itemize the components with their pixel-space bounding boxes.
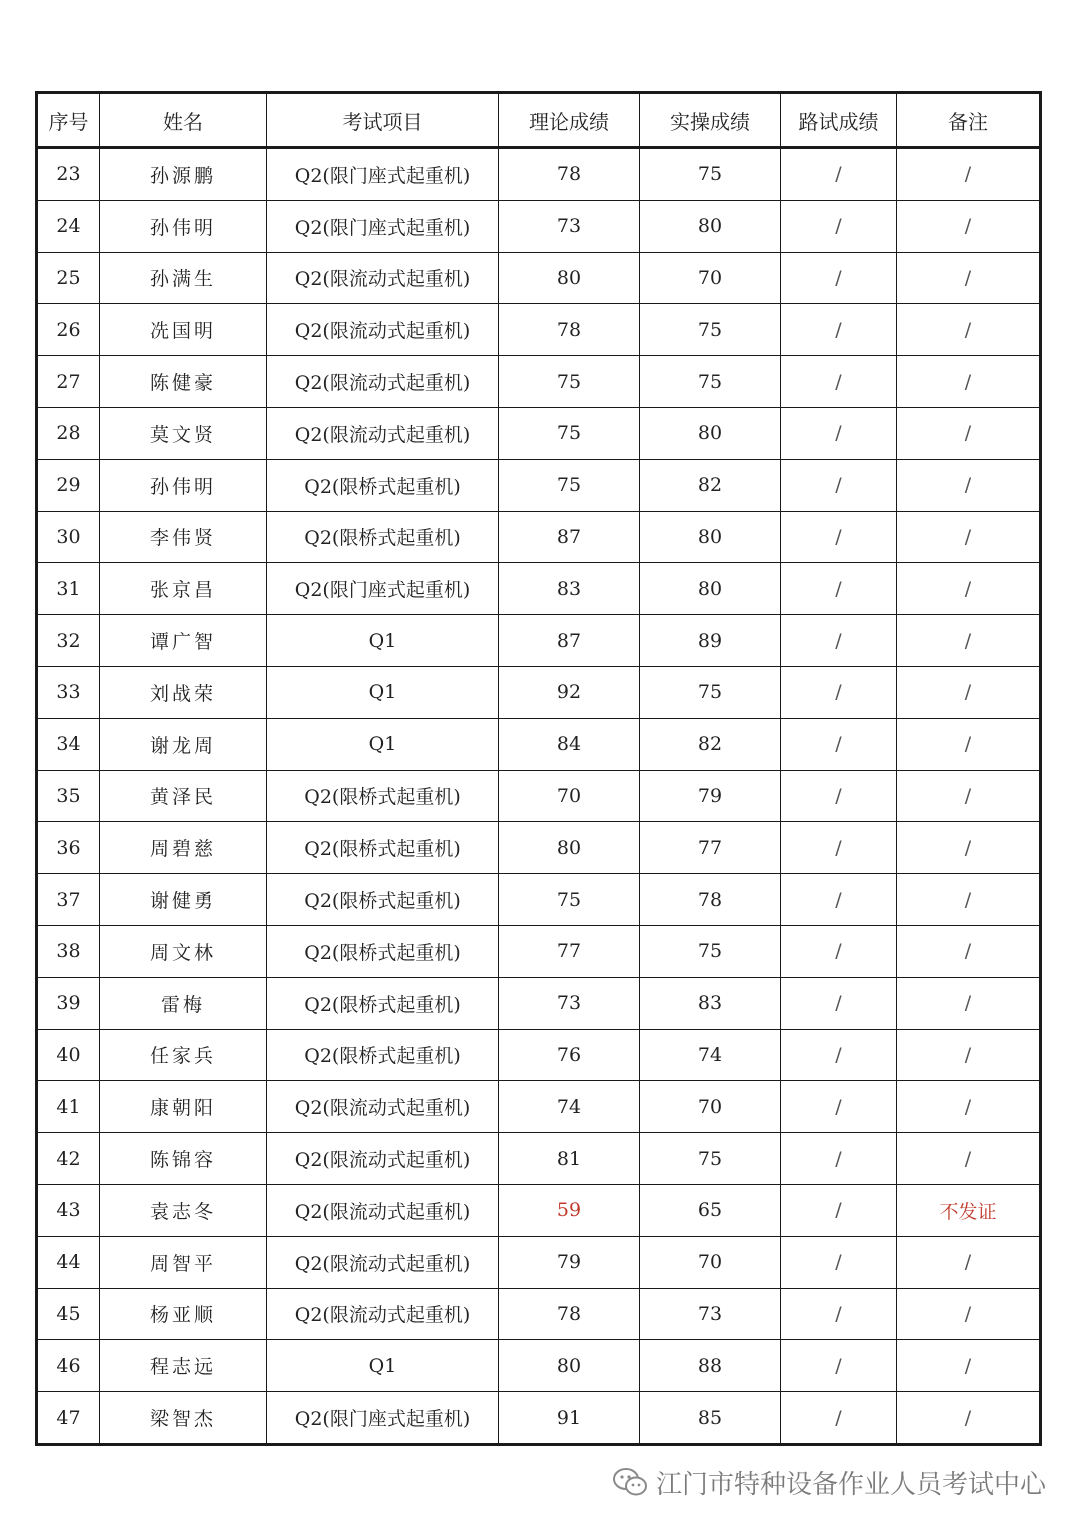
cell-practice: 80 (640, 200, 781, 252)
table-row (37, 459, 1041, 511)
cell-no: 44 (37, 1236, 100, 1288)
cell-name: 周智平 (100, 1236, 267, 1288)
table-row (37, 1288, 1041, 1340)
header-practice: 实操成绩 (640, 93, 781, 148)
cell-name: 莫文贤 (100, 407, 267, 459)
cell-remark: / (897, 1236, 1041, 1288)
table-row (37, 1236, 1041, 1288)
watermark (612, 1462, 1046, 1502)
cell-road: / (781, 1392, 897, 1445)
cell-road: / (781, 459, 897, 511)
cell-road: / (781, 1081, 897, 1133)
cell-name: 谢龙周 (100, 718, 267, 770)
cell-practice: 75 (640, 1133, 781, 1185)
header-theory: 理论成绩 (499, 93, 640, 148)
cell-item: Q2(限桥式起重机) (267, 822, 499, 874)
cell-item: Q2(限桥式起重机) (267, 1029, 499, 1081)
cell-theory: 59 (499, 1184, 640, 1236)
cell-practice: 75 (640, 925, 781, 977)
cell-theory: 84 (499, 718, 640, 770)
cell-item: Q1 (267, 615, 499, 667)
cell-theory: 80 (499, 252, 640, 304)
cell-practice: 77 (640, 822, 781, 874)
cell-name: 杨亚顺 (100, 1288, 267, 1340)
cell-no: 30 (37, 511, 100, 563)
cell-remark: / (897, 977, 1041, 1029)
cell-remark: / (897, 770, 1041, 822)
header-name: 姓名 (100, 93, 267, 148)
cell-road: / (781, 1184, 897, 1236)
table-row (37, 1392, 1041, 1445)
cell-item: Q2(限流动式起重机) (267, 407, 499, 459)
cell-name: 梁智杰 (100, 1392, 267, 1445)
cell-theory: 78 (499, 148, 640, 201)
table-row (37, 252, 1041, 304)
cell-theory: 79 (499, 1236, 640, 1288)
cell-theory: 80 (499, 1340, 640, 1392)
cell-name: 陈锦容 (100, 1133, 267, 1185)
table-row (37, 1340, 1041, 1392)
cell-no: 40 (37, 1029, 100, 1081)
cell-theory: 78 (499, 1288, 640, 1340)
cell-no: 47 (37, 1392, 100, 1445)
cell-item: Q1 (267, 1340, 499, 1392)
table-row (37, 200, 1041, 252)
cell-item: Q2(限流动式起重机) (267, 1236, 499, 1288)
table-row (37, 977, 1041, 1029)
cell-practice: 73 (640, 1288, 781, 1340)
cell-remark: / (897, 1133, 1041, 1185)
cell-name: 冼国明 (100, 304, 267, 356)
cell-road: / (781, 1340, 897, 1392)
cell-no: 39 (37, 977, 100, 1029)
cell-item: Q2(限流动式起重机) (267, 1133, 499, 1185)
cell-practice: 75 (640, 666, 781, 718)
cell-practice: 75 (640, 304, 781, 356)
cell-practice: 78 (640, 874, 781, 926)
cell-theory: 70 (499, 770, 640, 822)
cell-no: 23 (37, 148, 100, 201)
table-row (37, 666, 1041, 718)
table-header (37, 93, 1041, 148)
table-row (37, 407, 1041, 459)
cell-item: Q2(限流动式起重机) (267, 252, 499, 304)
cell-practice: 89 (640, 615, 781, 667)
cell-no: 38 (37, 925, 100, 977)
cell-practice: 70 (640, 1236, 781, 1288)
table-row (37, 822, 1041, 874)
cell-road: / (781, 1133, 897, 1185)
table-row (37, 304, 1041, 356)
cell-remark: / (897, 459, 1041, 511)
cell-practice: 83 (640, 977, 781, 1029)
cell-road: / (781, 977, 897, 1029)
cell-road: / (781, 822, 897, 874)
cell-theory: 73 (499, 200, 640, 252)
cell-no: 28 (37, 407, 100, 459)
header-road: 路试成绩 (781, 93, 897, 148)
table-body (37, 148, 1041, 1445)
cell-remark: / (897, 407, 1041, 459)
cell-practice: 85 (640, 1392, 781, 1445)
cell-road: / (781, 925, 897, 977)
cell-item: Q2(限桥式起重机) (267, 770, 499, 822)
cell-road: / (781, 1029, 897, 1081)
cell-item: Q2(限桥式起重机) (267, 874, 499, 926)
cell-road: / (781, 407, 897, 459)
cell-practice: 65 (640, 1184, 781, 1236)
cell-item: Q2(限流动式起重机) (267, 1288, 499, 1340)
cell-name: 程志远 (100, 1340, 267, 1392)
cell-practice: 75 (640, 356, 781, 408)
table-row (37, 511, 1041, 563)
cell-item: Q2(限桥式起重机) (267, 459, 499, 511)
cell-name: 谢健勇 (100, 874, 267, 926)
cell-name: 孙伟明 (100, 200, 267, 252)
cell-theory: 75 (499, 459, 640, 511)
cell-remark: / (897, 925, 1041, 977)
cell-theory: 75 (499, 356, 640, 408)
cell-practice: 79 (640, 770, 781, 822)
cell-practice: 82 (640, 718, 781, 770)
cell-no: 43 (37, 1184, 100, 1236)
table-row (37, 718, 1041, 770)
cell-road: / (781, 1288, 897, 1340)
cell-item: Q2(限流动式起重机) (267, 1184, 499, 1236)
cell-practice: 82 (640, 459, 781, 511)
cell-item: Q1 (267, 718, 499, 770)
cell-name: 雷梅 (100, 977, 267, 1029)
table-row (37, 770, 1041, 822)
cell-road: / (781, 563, 897, 615)
cell-remark: / (897, 1340, 1041, 1392)
table-row (37, 148, 1041, 201)
cell-no: 45 (37, 1288, 100, 1340)
cell-no: 41 (37, 1081, 100, 1133)
cell-theory: 75 (499, 874, 640, 926)
cell-remark: / (897, 511, 1041, 563)
cell-no: 35 (37, 770, 100, 822)
cell-name: 孙伟明 (100, 459, 267, 511)
cell-name: 张京昌 (100, 563, 267, 615)
cell-name: 周文林 (100, 925, 267, 977)
cell-theory: 78 (499, 304, 640, 356)
table-row (37, 563, 1041, 615)
table-row (37, 1133, 1041, 1185)
cell-practice: 75 (640, 148, 781, 201)
cell-practice: 70 (640, 1081, 781, 1133)
cell-theory: 83 (499, 563, 640, 615)
cell-no: 25 (37, 252, 100, 304)
cell-item: Q2(限门座式起重机) (267, 563, 499, 615)
cell-remark: / (897, 822, 1041, 874)
header-row (37, 93, 1041, 148)
cell-remark: / (897, 874, 1041, 926)
cell-item: Q2(限门座式起重机) (267, 148, 499, 201)
cell-no: 27 (37, 356, 100, 408)
table-row (37, 925, 1041, 977)
cell-name: 李伟贤 (100, 511, 267, 563)
cell-item: Q2(限门座式起重机) (267, 1392, 499, 1445)
table-row (37, 615, 1041, 667)
table-row (37, 1081, 1041, 1133)
cell-road: / (781, 356, 897, 408)
cell-remark: / (897, 1288, 1041, 1340)
cell-no: 29 (37, 459, 100, 511)
watermark-text: 江门市特种设备作业人员考试中心 (655, 1469, 1046, 1500)
cell-remark: / (897, 1029, 1041, 1081)
cell-no: 46 (37, 1340, 100, 1392)
cell-road: / (781, 252, 897, 304)
cell-item: Q2(限流动式起重机) (267, 304, 499, 356)
cell-remark: / (897, 304, 1041, 356)
cell-no: 32 (37, 615, 100, 667)
cell-road: / (781, 148, 897, 201)
cell-theory: 87 (499, 615, 640, 667)
cell-theory: 87 (499, 511, 640, 563)
cell-road: / (781, 511, 897, 563)
cell-theory: 77 (499, 925, 640, 977)
cell-road: / (781, 1236, 897, 1288)
cell-theory: 91 (499, 1392, 640, 1445)
cell-road: / (781, 200, 897, 252)
cell-name: 袁志冬 (100, 1184, 267, 1236)
cell-item: Q2(限门座式起重机) (267, 200, 499, 252)
cell-theory: 75 (499, 407, 640, 459)
cell-item: Q2(限流动式起重机) (267, 1081, 499, 1133)
cell-remark: / (897, 718, 1041, 770)
cell-road: / (781, 874, 897, 926)
cell-no: 42 (37, 1133, 100, 1185)
cell-name: 孙源鹏 (100, 148, 267, 201)
cell-name: 陈健豪 (100, 356, 267, 408)
table-row (37, 356, 1041, 408)
cell-road: / (781, 770, 897, 822)
cell-name: 任家兵 (100, 1029, 267, 1081)
cell-theory: 74 (499, 1081, 640, 1133)
cell-road: / (781, 718, 897, 770)
cell-theory: 76 (499, 1029, 640, 1081)
cell-item: Q2(限桥式起重机) (267, 925, 499, 977)
cell-no: 31 (37, 563, 100, 615)
cell-item: Q2(限桥式起重机) (267, 977, 499, 1029)
cell-no: 24 (37, 200, 100, 252)
cell-name: 谭广智 (100, 615, 267, 667)
cell-theory: 73 (499, 977, 640, 1029)
cell-remark: / (897, 356, 1041, 408)
cell-practice: 88 (640, 1340, 781, 1392)
cell-remark: / (897, 148, 1041, 201)
cell-name: 孙满生 (100, 252, 267, 304)
table-row (37, 1029, 1041, 1081)
score-table (35, 91, 1042, 1446)
cell-item: Q2(限流动式起重机) (267, 356, 499, 408)
cell-remark: / (897, 200, 1041, 252)
cell-no: 34 (37, 718, 100, 770)
wechat-icon (612, 1467, 648, 1497)
cell-remark: / (897, 252, 1041, 304)
cell-practice: 80 (640, 563, 781, 615)
cell-practice: 80 (640, 511, 781, 563)
cell-theory: 80 (499, 822, 640, 874)
cell-remark: / (897, 615, 1041, 667)
cell-name: 周碧慈 (100, 822, 267, 874)
cell-remark: / (897, 1392, 1041, 1445)
cell-item: Q2(限桥式起重机) (267, 511, 499, 563)
cell-road: / (781, 304, 897, 356)
table-row (37, 874, 1041, 926)
cell-practice: 74 (640, 1029, 781, 1081)
cell-road: / (781, 615, 897, 667)
header-no: 序号 (37, 93, 100, 148)
cell-item: Q1 (267, 666, 499, 718)
cell-remark: / (897, 666, 1041, 718)
cell-name: 黄泽民 (100, 770, 267, 822)
cell-name: 刘战荣 (100, 666, 267, 718)
table-row (37, 1184, 1041, 1236)
cell-no: 36 (37, 822, 100, 874)
cell-remark: / (897, 1081, 1041, 1133)
cell-practice: 70 (640, 252, 781, 304)
cell-theory: 92 (499, 666, 640, 718)
header-remark: 备注 (897, 93, 1041, 148)
cell-practice: 80 (640, 407, 781, 459)
cell-name: 康朝阳 (100, 1081, 267, 1133)
cell-no: 26 (37, 304, 100, 356)
cell-no: 37 (37, 874, 100, 926)
cell-road: / (781, 666, 897, 718)
cell-remark: 不发证 (897, 1184, 1041, 1236)
cell-no: 33 (37, 666, 100, 718)
cell-remark: / (897, 563, 1041, 615)
header-item: 考试项目 (267, 93, 499, 148)
cell-theory: 81 (499, 1133, 640, 1185)
